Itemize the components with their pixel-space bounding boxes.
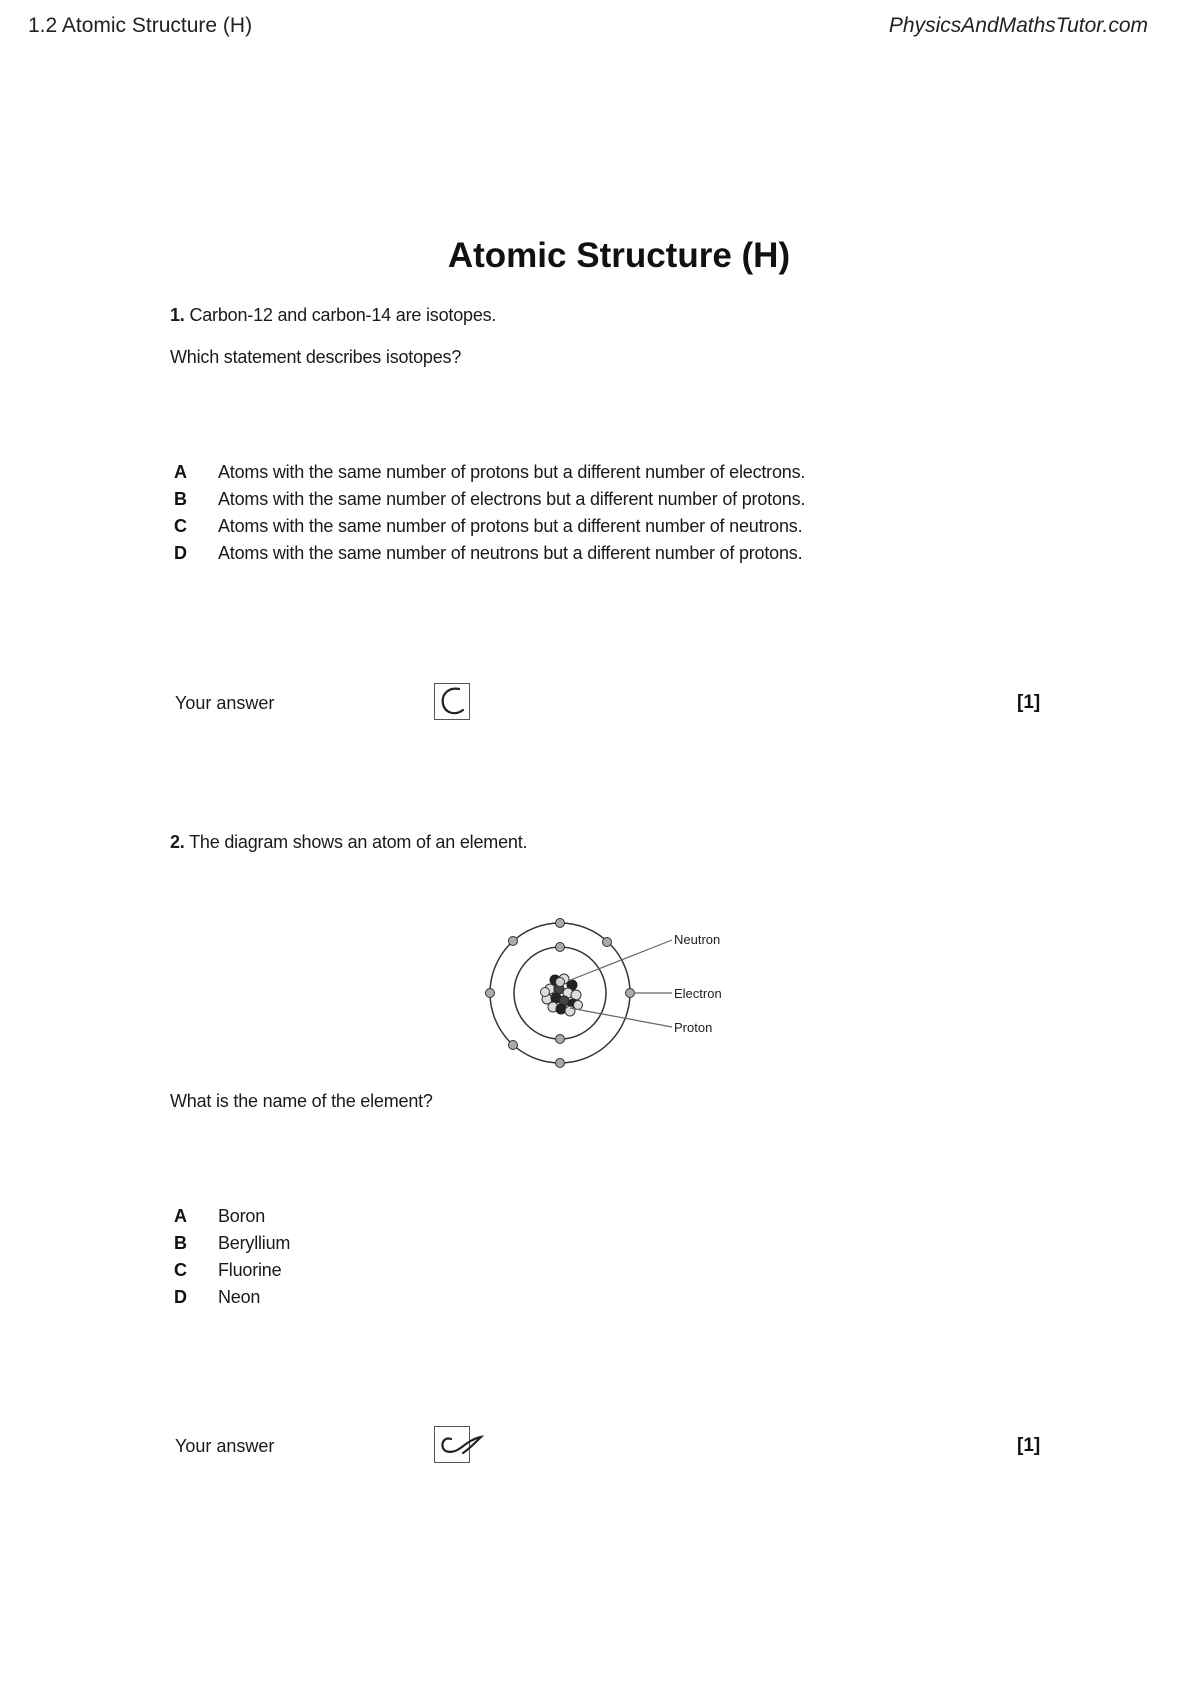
electron <box>486 989 495 998</box>
question-2-option-c-letter: C <box>174 1260 187 1280</box>
question-1-option-a-letter: A <box>174 462 187 482</box>
handwritten-c-mark <box>435 1427 485 1462</box>
question-2-answer-label: Your answer <box>175 1436 275 1456</box>
question-1-stem-text: Carbon-12 and carbon-14 are isotopes. <box>189 305 497 325</box>
question-1-option-b-letter: B <box>174 489 187 509</box>
electron <box>556 1035 565 1044</box>
electron <box>556 1059 565 1068</box>
question-2-marks: [1] <box>1017 1435 1041 1456</box>
question-2-answer-box[interactable] <box>434 1426 470 1463</box>
running-header-right: PhysicsAndMathsTutor.com <box>888 14 1148 37</box>
question-2-option-a-text: Boron <box>218 1206 266 1226</box>
handwritten-c-mark <box>435 684 469 719</box>
question-2-option-a-letter: A <box>174 1206 187 1226</box>
question-1-option-b-text: Atoms with the same number of electrons but a different number of protons. <box>218 489 806 509</box>
question-2-stem <box>170 832 527 853</box>
electron <box>556 943 565 952</box>
proton-leader-line <box>570 1008 672 1027</box>
question-1-answer-label: Your answer <box>175 693 275 713</box>
question-2-number: 2. <box>170 832 185 852</box>
question-1-option-c-letter: C <box>174 516 187 536</box>
question-2-option-d-text: Neon <box>218 1287 261 1307</box>
electron <box>509 937 518 946</box>
electron <box>626 989 635 998</box>
question-2-option-b-letter: B <box>174 1233 187 1253</box>
page-title: Atomic Structure (H) <box>447 236 791 275</box>
electron <box>509 1041 518 1050</box>
question-2-option-c-text: Fluorine <box>218 1260 282 1280</box>
question-1-option-c-text: Atoms with the same number of protons but a different number of neutrons. <box>218 516 803 536</box>
atom-diagram <box>484 915 744 1070</box>
question-1-stem <box>170 305 496 326</box>
question-1-marks: [1] <box>1017 692 1041 713</box>
question-1-answer-box[interactable] <box>434 683 470 720</box>
question-1-option-d-letter: D <box>174 543 187 563</box>
question-2-prompt: What is the name of the element? <box>170 1091 433 1111</box>
electron <box>603 938 612 947</box>
electron <box>556 919 565 928</box>
question-1-number: 1. <box>170 305 185 325</box>
proton-label: Proton <box>674 1020 713 1035</box>
running-header-left: 1.2 Atomic Structure (H) <box>28 14 253 37</box>
question-1-option-a-text: Atoms with the same number of protons but a different number of electrons. <box>218 462 806 482</box>
electron-label: Electron <box>674 986 722 1001</box>
question-2-stem-text: The diagram shows an atom of an element. <box>189 832 528 852</box>
question-1-prompt: Which statement describes isotopes? <box>170 347 462 367</box>
question-2-option-d-letter: D <box>174 1287 187 1307</box>
neutron-label: Neutron <box>674 932 721 947</box>
question-1-option-d-text: Atoms with the same number of neutrons but a different number of protons. <box>218 543 803 563</box>
neutron-leader-line <box>568 940 672 981</box>
question-2-option-b-text: Beryllium <box>218 1233 291 1253</box>
